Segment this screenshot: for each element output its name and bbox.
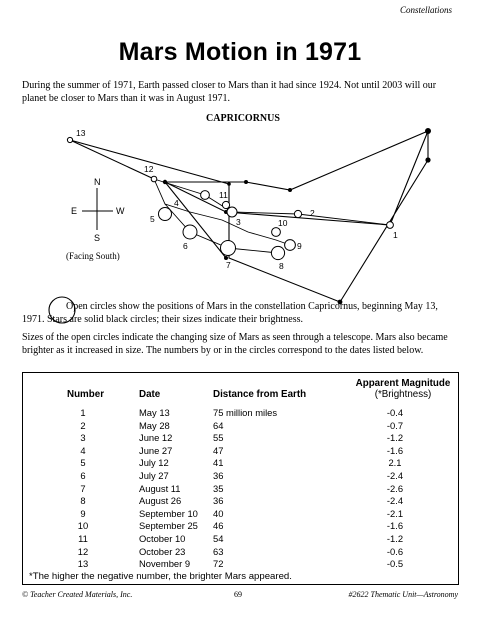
cell-distance: 36 <box>213 495 224 507</box>
star <box>288 188 292 192</box>
mars-position-5 <box>159 208 172 221</box>
cell-distance: 72 <box>213 558 224 570</box>
cell-date: August 26 <box>139 495 182 507</box>
table-row <box>23 431 458 444</box>
cell-distance: 46 <box>213 520 224 532</box>
cell-magnitude: -2.1 <box>386 507 404 519</box>
cell-number: 1 <box>80 407 86 418</box>
star <box>227 182 231 186</box>
cell-date: September 25 <box>139 520 198 532</box>
label-7: 7 <box>226 260 231 270</box>
cell-magnitude: -0.4 <box>386 407 404 418</box>
mars-position-2 <box>294 210 301 217</box>
footer-unit: #2622 Thematic Unit—Astronomy <box>348 590 458 599</box>
cell-date: July 27 <box>139 470 169 481</box>
cell-number: 7 <box>80 482 86 494</box>
cell-magnitude: -0.7 <box>386 419 404 431</box>
table-row <box>23 507 458 520</box>
table-row <box>23 456 458 469</box>
cell-number: 2 <box>80 419 86 431</box>
cell-date: September 10 <box>139 507 198 519</box>
table-row <box>23 406 458 419</box>
cell-date: May 28 <box>139 419 170 431</box>
page-title: Mars Motion in 1971 <box>118 38 362 66</box>
mars-data-table <box>22 372 459 585</box>
table-row <box>23 419 458 432</box>
cell-distance: 35 <box>213 482 224 494</box>
mars-position-13 <box>67 137 72 142</box>
cell-magnitude: -1.2 <box>386 533 404 544</box>
cell-number: 11 <box>78 533 88 544</box>
label-5: 5 <box>150 214 155 224</box>
footer-copyright: © Teacher Created Materials, Inc. <box>22 590 133 599</box>
position-labels <box>76 128 398 271</box>
table-row <box>23 519 458 532</box>
label-2: 2 <box>310 208 315 218</box>
mars-position-12 <box>151 176 157 182</box>
table-row <box>23 557 458 570</box>
mars-position-9 <box>285 240 296 251</box>
label-12: 12 <box>144 164 154 174</box>
label-1: 1 <box>393 230 398 240</box>
label-8: 8 <box>279 261 284 271</box>
label-3: 3 <box>236 217 241 227</box>
mars-position-10 <box>272 228 281 237</box>
label-11: 11 <box>219 190 228 200</box>
cell-date: May 13 <box>139 407 170 418</box>
header-distance: Distance from Earth <box>213 389 307 400</box>
mars-position-4 <box>201 191 210 200</box>
section-header: Constellations <box>399 5 452 15</box>
cell-distance: 64 <box>213 419 224 431</box>
cell-distance: 40 <box>213 507 224 519</box>
cell-number: 9 <box>80 507 86 519</box>
mars-position-3 <box>227 207 237 217</box>
constellation-lines <box>70 131 428 302</box>
mars-positions <box>67 137 393 259</box>
compass-east: E <box>71 206 78 216</box>
cell-number: 6 <box>80 470 86 481</box>
compass-note: (Facing South) <box>66 251 120 261</box>
cell-date: June 12 <box>139 432 173 444</box>
mars-position-7 <box>221 241 236 256</box>
cell-distance: 36 <box>213 470 224 481</box>
mars-position-6 <box>183 225 197 239</box>
cell-distance: 55 <box>213 432 224 444</box>
compass-north: N <box>94 177 101 187</box>
star <box>163 180 167 184</box>
cell-magnitude: -1.2 <box>386 432 404 444</box>
star <box>425 157 430 162</box>
table-row <box>23 532 458 545</box>
cell-magnitude: -1.6 <box>386 444 404 456</box>
cell-number: 8 <box>80 495 86 507</box>
cell-distance: 75 million miles <box>213 407 278 418</box>
footer-page-number: 69 <box>234 590 242 599</box>
cell-distance: 54 <box>213 533 224 544</box>
header-number: Number <box>67 389 105 400</box>
header-magnitude: Apparent Magnitude <box>355 378 451 389</box>
caption-2: Sizes of the open circles indicate the changing size of Mars as seen through a telescope. Mars also became brighter as it increased in size. The numbers by or in the circles correspond to the dates listed below. <box>22 332 448 356</box>
cell-date: October 10 <box>139 533 186 544</box>
cell-date: October 23 <box>139 545 186 557</box>
table-row <box>23 545 458 558</box>
cell-number: 4 <box>80 444 86 456</box>
star <box>425 128 431 134</box>
cell-magnitude: -2.6 <box>386 482 404 494</box>
table-row <box>23 444 458 457</box>
table-row <box>23 469 458 482</box>
label-4: 4 <box>174 198 179 208</box>
cell-distance: 63 <box>213 545 224 557</box>
label-10: 10 <box>278 218 288 228</box>
cell-number: 10 <box>77 520 89 532</box>
cell-magnitude: -0.5 <box>386 558 404 570</box>
table-footnote: *The higher the negative number, the brighter Mars appeared. <box>29 571 292 582</box>
cell-date: July 12 <box>139 457 169 469</box>
cell-date: August 11 <box>139 482 181 494</box>
caption-1: Open circles show the positions of Mars in the constellation Capricornus, beginning May 13, 1971. Stars are solid black circles; their sizes indicate their brightness. <box>22 301 438 325</box>
cell-date: November 9 <box>139 558 191 570</box>
cell-number: 3 <box>80 432 86 444</box>
cell-distance: 41 <box>213 457 224 469</box>
cell-distance: 47 <box>213 444 224 456</box>
star <box>244 180 248 184</box>
compass-south: S <box>94 233 101 243</box>
mars-position-8 <box>271 246 284 259</box>
cell-magnitude: -0.6 <box>386 545 404 557</box>
cell-magnitude: 2.1 <box>388 457 402 469</box>
mars-position-1 <box>387 222 394 229</box>
label-6: 6 <box>183 241 188 251</box>
compass <box>66 177 125 261</box>
cell-magnitude: -1.6 <box>386 520 404 532</box>
intro-paragraph: During the summer of 1971, Earth passed closer to Mars than it had since 1924. Not until 2003 will our planet be closer to Mars than it was in August 1971. <box>22 80 437 104</box>
compass-west: W <box>116 206 125 216</box>
cell-number: 12 <box>77 545 89 557</box>
constellation-label: CAPRICORNUS <box>206 113 280 124</box>
table-row <box>23 494 458 507</box>
mars-position-11 <box>222 201 229 208</box>
header-date: Date <box>139 389 161 400</box>
cell-number: 5 <box>80 457 86 469</box>
header-magnitude-sub: (*Brightness) <box>374 389 432 400</box>
label-13: 13 <box>76 128 86 138</box>
cell-magnitude: -2.4 <box>386 470 404 481</box>
label-9: 9 <box>297 241 302 251</box>
cell-magnitude: -2.4 <box>386 495 404 507</box>
cell-date: June 27 <box>139 444 173 456</box>
cell-number: 13 <box>77 558 89 570</box>
table-row <box>23 482 458 495</box>
